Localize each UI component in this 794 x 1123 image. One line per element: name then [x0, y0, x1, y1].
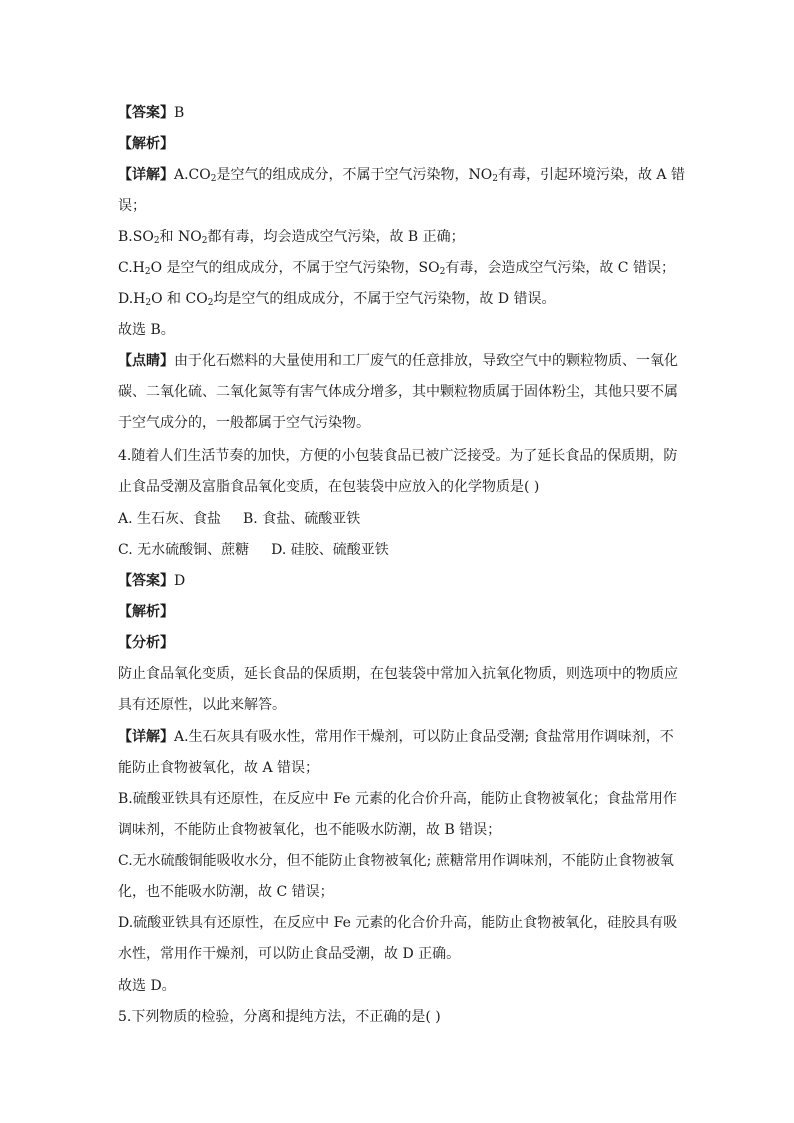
text-segment: 是空气的组成成分，不属于空气污染物，NO: [216, 167, 493, 183]
text-segment: D.H: [118, 291, 146, 307]
detail-tag: 【详解】: [118, 729, 174, 745]
subscript: 2: [207, 298, 214, 308]
text-segment: 均是空气的组成成分，不属于空气污染物，故 D 错误。: [213, 291, 556, 307]
subscript: 2: [144, 267, 151, 277]
q4-detail-line5: C.无水硫酸铜能吸收水分，但不能防止食物被氧化; 蔗糖常用作调味剂，不能防止食物被氧: [118, 853, 674, 869]
subscript: 2: [145, 298, 152, 308]
text-segment: B.SO: [118, 229, 154, 245]
text-segment: 有毒，会造成空气污染，故 C 错误；: [445, 260, 675, 276]
answer-tag: 【答案】: [118, 573, 174, 589]
q3-detail-a-line2: 误；: [118, 198, 146, 214]
option-d: D. 硅胶、硫酸亚铁: [271, 542, 389, 558]
q4-detail-line3: B.硫酸亚铁具有还原性，在反应中 Fe 元素的化合价升高，能防止食物被氧化；食盐常用作: [118, 791, 677, 807]
q4-detail-line2: 能防止食物被氧化，故 A 错误；: [118, 760, 320, 776]
subscript: 2: [153, 236, 160, 246]
comment-tag: 【点睛】: [118, 353, 174, 369]
option-b: B. 食盐、硫酸亚铁: [243, 511, 361, 527]
q4-analyze-line1: 防止食品氧化变质，延长食品的保质期，在包装袋中常加入抗氧化物质，则选项中的物质应: [118, 666, 678, 682]
q4-options-ab: [118, 510, 360, 528]
q3-detail-c-line: [118, 259, 675, 277]
text-segment: O 是空气的组成成分，不属于空气污染物，SO: [150, 260, 440, 276]
q4-detail-line7: D.硫酸亚铁具有还原性，在反应中 Fe 元素的化合价升高，能防止食物被氧化，硅胶具有吸: [118, 915, 678, 931]
q4-stem-line2: 止食品受潮及富脂食品氧化变质，在包装袋中应放入的化学物质是( ): [118, 479, 540, 495]
subscript: 2: [201, 236, 208, 246]
q4-detail-line8: 水性，常用作干燥剂，可以防止食品受潮，故 D 正确。: [118, 946, 461, 962]
subscript: 2: [210, 174, 217, 184]
answer-value: D: [174, 573, 186, 589]
q4-options-cd: [118, 541, 389, 559]
text-segment: 和 NO: [159, 229, 202, 245]
q4-detail-line1: [118, 728, 674, 746]
detail-tag: 【详解】: [118, 167, 174, 183]
text-segment: A.CO: [174, 167, 211, 183]
q3-comment-line3: 于空气成分的，一般都属于空气污染物。: [118, 415, 370, 431]
q3-analysis-tag: 【解析】: [118, 136, 174, 152]
q4-detail-line4: 调味剂，不能防止食物被氧化，也不能吸水防潮，故 B 错误；: [118, 822, 502, 838]
q3-detail-b-line: [118, 228, 465, 246]
q3-detail-d-line: [118, 290, 556, 308]
q3-conclusion: 故选 B。: [118, 322, 175, 338]
q4-stem-line1: 4.随着人们生活节奏的加快，方便的小包装食品已被广泛接受。为了延长食品的保质期，防: [118, 448, 678, 464]
text-segment: O 和 CO: [151, 291, 208, 307]
q3-answer-line: [118, 104, 184, 122]
q4-answer-line: [118, 572, 185, 590]
text-segment: C.H: [118, 260, 145, 276]
text-segment: 有毒，引起环境污染，故 A 错: [497, 167, 685, 183]
q4-analysis-tag: 【解析】: [118, 604, 174, 620]
q3-comment-line2: 碳、二氧化硫、二氧化氮等有害气体成分增多，其中颗粒物质属于固体粉尘，其他只要不属: [118, 384, 678, 400]
text-segment: A.生石灰具有吸水性，常用作干燥剂，可以防止食品受潮; 食盐常用作调味剂，不: [174, 729, 674, 745]
q4-analyze-tag: 【分析】: [118, 635, 174, 651]
q4-analyze-line2: 具有还原性，以此来解答。: [118, 697, 286, 713]
option-a: A. 生石灰、食盐: [118, 511, 222, 527]
text-segment: 都有毒，均会造成空气污染，故 B 正确；: [207, 229, 465, 245]
q4-detail-line6: 化，也不能吸水防潮，故 C 错误；: [118, 884, 334, 900]
answer-value: B: [174, 105, 185, 121]
option-c: C. 无水硫酸铜、蔗糖: [118, 542, 250, 558]
text-segment: 由于化石燃料的大量使用和工厂废气的任意排放，导致空气中的颗粒物质、一氧化: [174, 353, 678, 369]
answer-tag: 【答案】: [118, 105, 174, 121]
q5-stem: 5.下列物质的检验，分离和提纯方法，不正确的是( ): [118, 1009, 441, 1025]
q3-detail-a-line1: [118, 166, 685, 184]
subscript: 2: [439, 267, 446, 277]
subscript: 2: [492, 174, 498, 184]
q3-comment-line1: [118, 352, 678, 370]
q4-conclusion: 故选 D。: [118, 978, 176, 994]
